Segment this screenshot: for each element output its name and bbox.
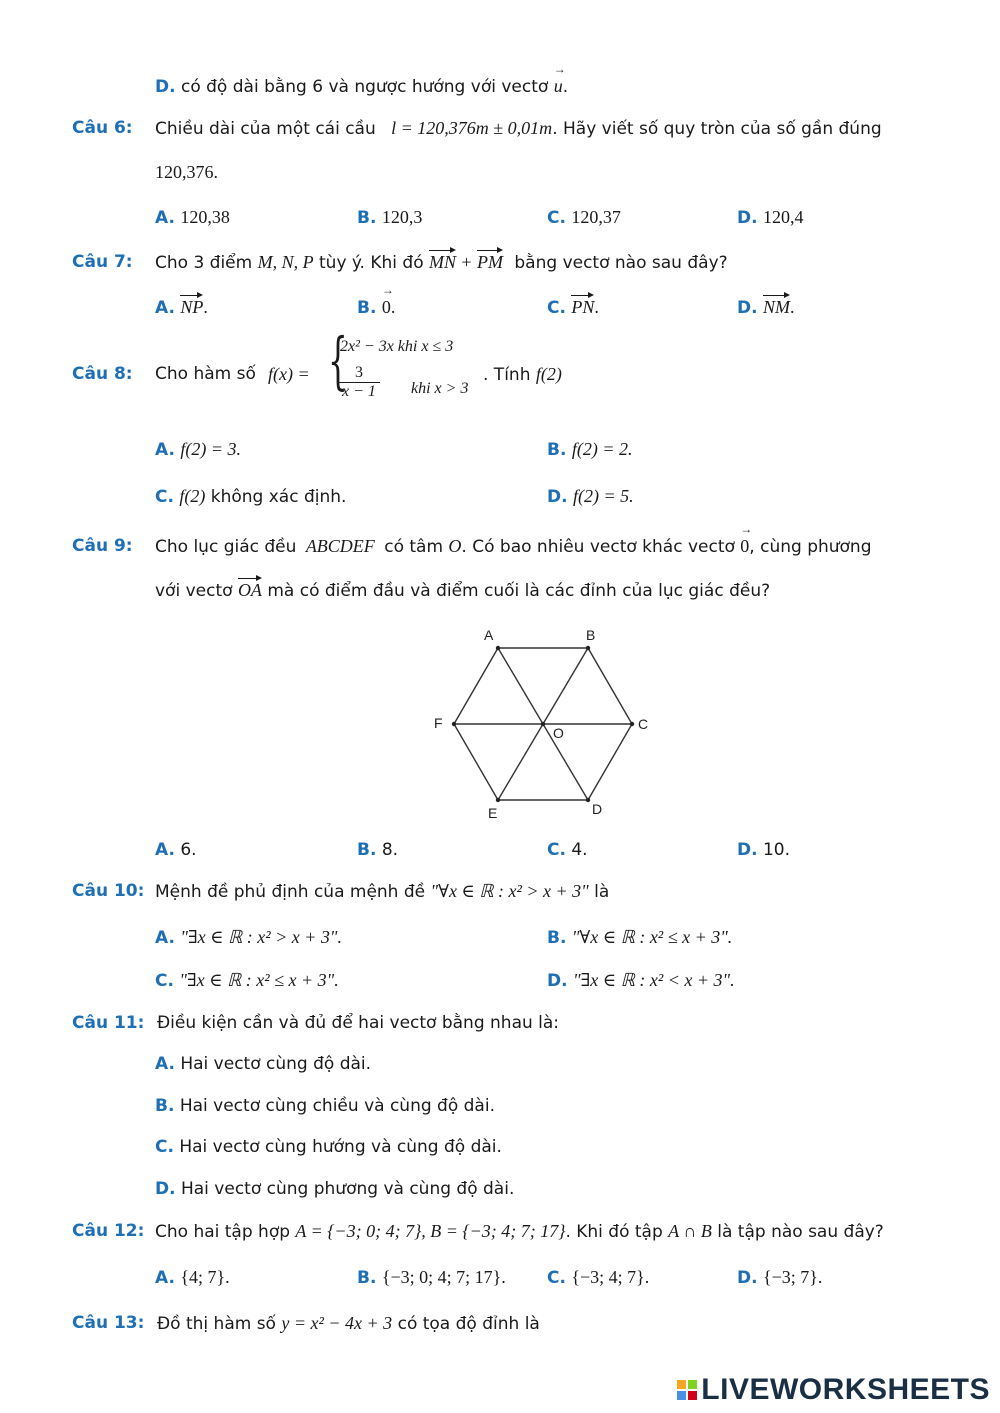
logo-text: LIVEWORKSHEETS	[701, 1373, 990, 1406]
logo-icon	[677, 1380, 697, 1400]
q11-label: Câu 11:	[72, 1013, 145, 1033]
q6-formula: l = 120,376m ± 0,01m	[391, 118, 553, 138]
q12-stem: Cho hai tập hợp A = {−3; 0; 4; 7}, B = {−3; 4; 7; 17}. Khi đó tập A ∩ B là tập nào sau đây?	[155, 1221, 884, 1242]
q5-option-d	[155, 76, 568, 97]
q9-line2: với vectơ OA mà có điểm đầu và điểm cuối là các đỉnh của lục giác đều?	[155, 580, 771, 601]
q8-post: . Tính f(2)	[483, 364, 562, 385]
liveworksheets-logo	[677, 1373, 990, 1407]
q6-post: . Hãy viết số quy tròn của số gần đúng	[552, 119, 882, 139]
q11-option-c[interactable]: C. Hai vectơ cùng hướng và cùng độ dài.	[155, 1137, 502, 1157]
point-b	[586, 646, 590, 650]
q7-option-b[interactable]: B. 0 →.	[357, 297, 395, 318]
label-c: C	[638, 716, 649, 732]
q9-label: Câu 9:	[72, 536, 133, 556]
q6-line2: 120,376.	[155, 162, 218, 182]
q8-option-b[interactable]: B. f(2) = 2.	[547, 439, 633, 460]
q7-stem: Cho 3 điểm M, N, P tùy ý. Khi đó MN + PM bằng vectơ nào sau đây?	[155, 252, 728, 273]
q10-option-c[interactable]: C. "∃x ∈ ℝ : x² ≤ x + 3".	[155, 970, 339, 991]
q6-option-c[interactable]: C. 120,37	[547, 207, 621, 228]
vector-u: u →	[554, 76, 563, 97]
q10-option-d[interactable]: D. "∃x ∈ ℝ : x² < x + 3".	[547, 970, 735, 991]
q8-brace: {	[328, 324, 348, 397]
label-f: F	[434, 715, 443, 731]
q6-option-a[interactable]: A. 120,38	[155, 207, 230, 228]
q7-label: Câu 7:	[72, 252, 133, 272]
q12-option-b[interactable]: B. {−3; 0; 4; 7; 17}.	[357, 1267, 506, 1288]
q11-option-a[interactable]: A. Hai vectơ cùng độ dài.	[155, 1054, 372, 1074]
vector-pm: PM	[476, 252, 503, 272]
q12-option-d[interactable]: D. {−3; 7}.	[737, 1267, 823, 1288]
q7-points: M, N, P	[257, 252, 314, 272]
q10-option-b[interactable]: B. "∀x ∈ ℝ : x² ≤ x + 3".	[547, 927, 733, 948]
q11-option-b[interactable]: B. Hai vectơ cùng chiều và cùng độ dài.	[155, 1096, 495, 1116]
q11-stem: Điều kiện cần và đủ để hai vectơ bằng nhau là:	[157, 1013, 560, 1033]
q9-option-a[interactable]: A. 6.	[155, 840, 197, 860]
q13-label: Câu 13:	[72, 1313, 145, 1333]
q9-option-b[interactable]: B. 8.	[357, 840, 399, 860]
q8-case2-frac: $\frac{3}{x - 1}$	[338, 364, 380, 401]
q13-stem: Đồ thị hàm số y = x² − 4x + 3 có tọa độ đỉnh là	[157, 1313, 540, 1334]
q7-option-a[interactable]: A. NP.	[155, 297, 208, 318]
q8-pre: Cho hàm số	[155, 364, 256, 384]
label-d: D	[592, 801, 603, 817]
vector-mn: MN	[429, 252, 457, 272]
q6-stem	[155, 118, 882, 139]
q8-label: Câu 8:	[72, 364, 133, 384]
label-a: A	[484, 627, 494, 643]
q6-option-b[interactable]: B. 120,3	[357, 207, 423, 228]
q9-stem: Cho lục giác đều ABCDEF có tâm O. Có bao nhiêu vectơ khác vectơ 0 →, cùng phương	[155, 536, 872, 557]
option-label: D.	[155, 77, 176, 97]
q12-label: Câu 12:	[72, 1221, 145, 1241]
q8-fx: f(x) =	[268, 364, 310, 384]
q8-case2-cond: khi x > 3	[411, 380, 469, 397]
point-d	[586, 798, 590, 802]
point-a	[496, 646, 500, 650]
q8-option-c[interactable]: C. f(2) không xác định.	[155, 486, 347, 507]
q6-pre: Chiều dài của một cái cầu	[155, 119, 376, 139]
q12-option-a[interactable]: A. {4; 7}.	[155, 1267, 230, 1288]
q6-option-d[interactable]: D. 120,4	[737, 207, 804, 228]
point-c	[630, 722, 634, 726]
label-b: B	[586, 627, 596, 643]
label-e: E	[488, 805, 498, 821]
q8-option-d[interactable]: D. f(2) = 5.	[547, 486, 634, 507]
q7-option-c[interactable]: C. PN.	[547, 297, 599, 318]
q10-stem: Mệnh đề phủ định của mệnh đề "∀x ∈ ℝ : x² > x + 3" là	[155, 881, 610, 902]
q6-label: Câu 6:	[72, 118, 133, 138]
q10-option-a[interactable]: A. "∃x ∈ ℝ : x² > x + 3".	[155, 927, 342, 948]
q12-option-c[interactable]: C. {−3; 4; 7}.	[547, 1267, 650, 1288]
q10-label: Câu 10:	[72, 881, 145, 901]
hexagon-figure	[420, 618, 680, 828]
q9-option-c[interactable]: C. 4.	[547, 840, 588, 860]
label-o: O	[553, 725, 564, 741]
point-o	[541, 722, 545, 726]
option-text: có độ dài bằng 6 và ngược hướng với vectơ	[180, 77, 549, 97]
q8-option-a[interactable]: A. f(2) = 3.	[155, 439, 241, 460]
punct: .	[562, 77, 569, 97]
q9-option-d[interactable]: D. 10.	[737, 840, 791, 860]
q11-option-d[interactable]: D. Hai vectơ cùng phương và cùng độ dài.	[155, 1179, 515, 1199]
vector-oa: OA	[237, 580, 262, 600]
q7-option-d[interactable]: D. NM.	[737, 297, 795, 318]
point-e	[496, 798, 500, 802]
point-f	[452, 722, 456, 726]
q8-case1: 2x² − 3x khi x ≤ 3	[340, 338, 454, 355]
